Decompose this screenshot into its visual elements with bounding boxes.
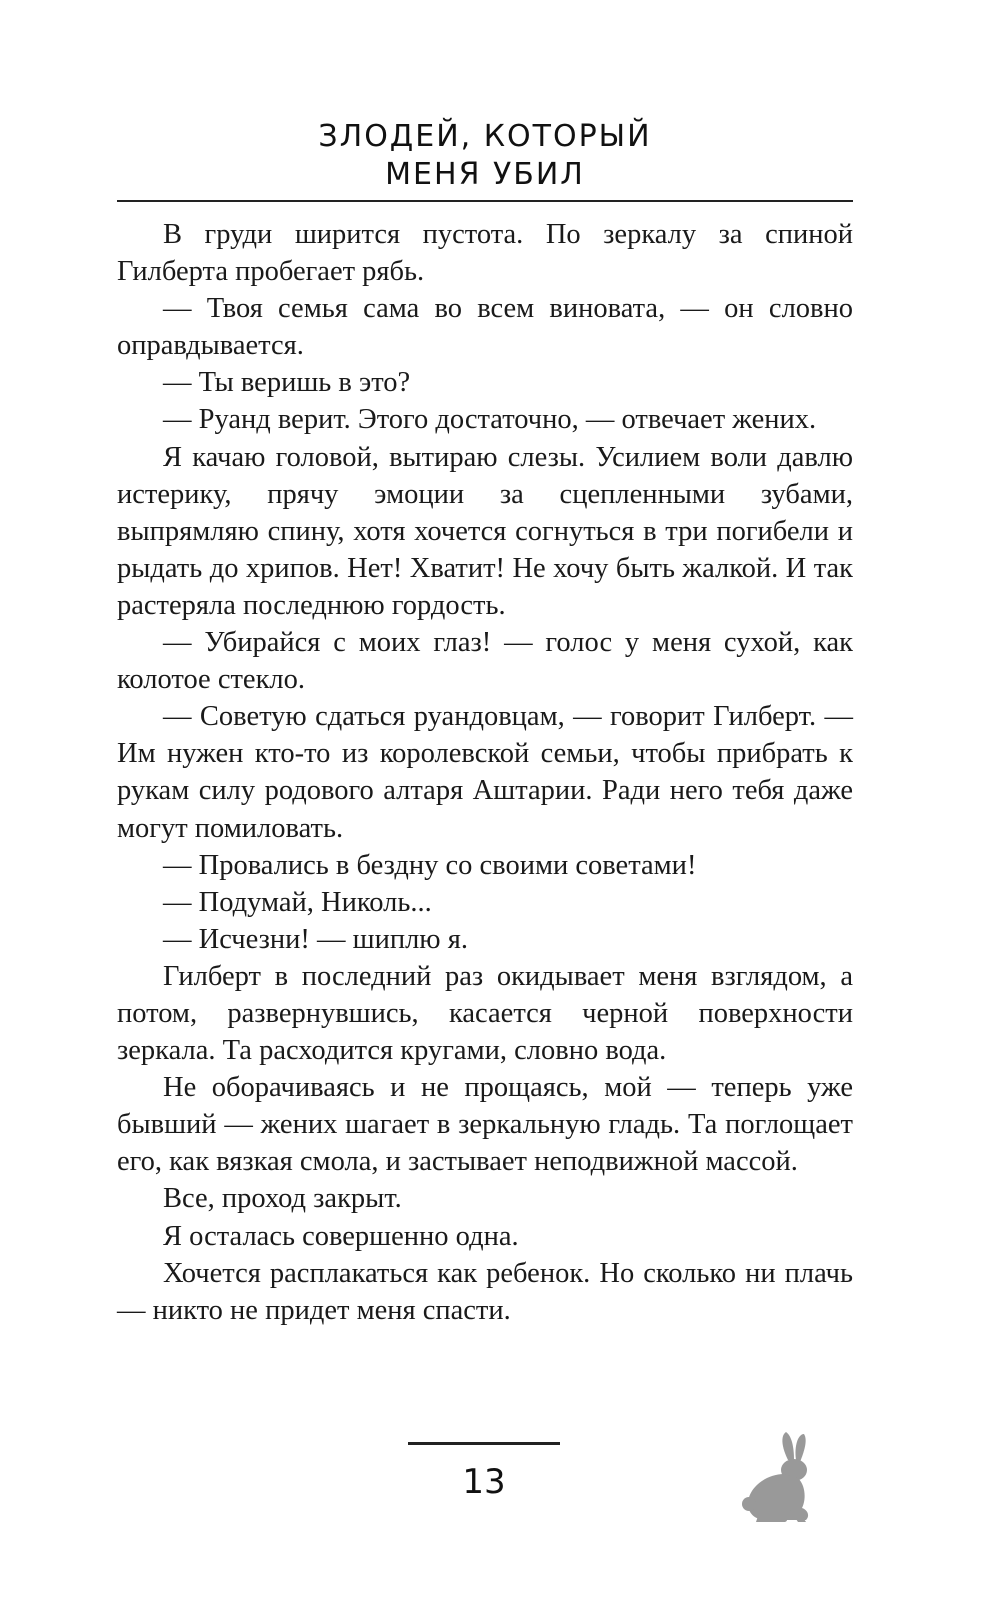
paragraph: Гилберт в последний раз окидывает меня взглядом, а потом, развернувшись, касается черной поверхности зеркала. Та расходится кругами, словно вода. [117, 960, 853, 1067]
paragraph: — Исчезни! — шиплю я. [163, 923, 468, 955]
paragraph: — Твоя семья сама во всем виновата, — он словно оправдывается. [117, 293, 853, 362]
paragraph: — Подумай, Николь... [163, 886, 432, 918]
paragraph: Все, проход закрыт. [163, 1183, 402, 1215]
header-title-line-1: ЗЛОДЕЙ, КОТОРЫЙ [318, 119, 652, 154]
running-header [117, 118, 853, 202]
paragraph: Я качаю головой, вытираю слезы. Усилием воли давлю истерику, прячу эмоции за сцепленными зубами, выпрямляю спину, хотя хочется согнуться в три погибели и рыдать до хрипов. Нет! Хватит! Не хочу быть жалкой. И так растеряла последнюю гордость. [117, 441, 853, 621]
header-title-line-2: МЕНЯ УБИЛ [385, 157, 585, 192]
footer-divider [408, 1442, 560, 1445]
body-text [117, 216, 853, 1329]
paragraph: — Ты веришь в это? [163, 367, 411, 399]
paragraph: — Руанд верит. Этого достаточно, — отвечает жених. [163, 404, 817, 436]
page-number: 13 [462, 1462, 506, 1502]
paragraph: Хочется расплакаться как ребенок. Но сколько ни плачь — никто не придет меня спасти. [117, 1257, 853, 1326]
paragraph: — Убирайся с моих глаз! — голос у меня сухой, как колотое стекло. [117, 627, 853, 696]
paragraph: — Советую сдаться руандовцам, — говорит Гилберт. — Им нужен кто-то из королевской семьи, чтобы прибрать к рукам силу родового алтаря Аштарии. Ради него тебя даже могут помиловать. [117, 701, 853, 844]
paragraph: Не оборачиваясь и не прощаясь, мой — теперь уже бывший — жених шагает в зеркальную гладь. Та поглощает его, как вязкая смола, и застывает неподвижной массой. [117, 1072, 853, 1178]
rabbit-icon [736, 1430, 846, 1530]
paragraph: — Провались в бездну со своими советами! [163, 849, 697, 881]
paragraph: В груди ширится пустота. По зеркалу за спиной Гилберта пробегает рябь. [117, 219, 853, 288]
paragraph: Я осталась совершенно одна. [163, 1220, 519, 1252]
